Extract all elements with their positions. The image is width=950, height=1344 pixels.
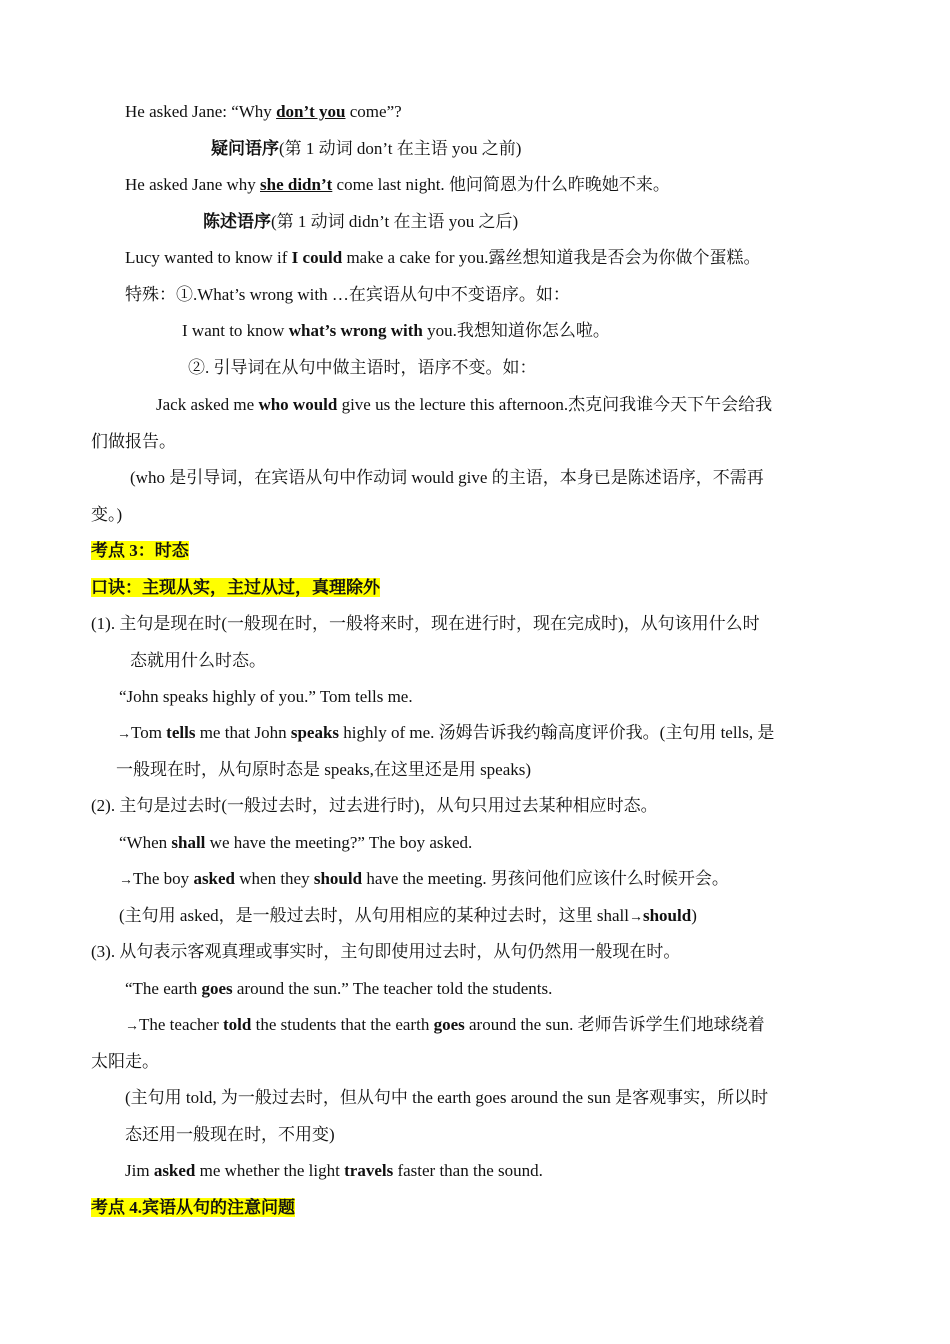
text-line: 太阳走。: [91, 1052, 159, 1071]
text: give us the lecture this afternoon.杰克问我谁今天下午会给我: [337, 395, 773, 414]
emphasis: asked: [193, 869, 236, 888]
text: highly of me. 汤姆告诉我约翰高度评价我。(主句用 tells, 是: [339, 723, 775, 742]
note-label: 陈述语序: [203, 212, 271, 231]
special-note: ②. 引导词在从句中做主语时，语序不变。如：: [188, 358, 537, 377]
text-line: (who 是引导词，在宾语从句中作动词 would give 的主语，本身已是陈述语序，不需再: [130, 468, 764, 487]
section-heading: [91, 540, 189, 562]
text: faster than the sound.: [393, 1161, 543, 1180]
text: have the meeting. 男孩问他们应该什么时候开会。: [362, 869, 729, 888]
text: come”?: [345, 102, 402, 121]
note-label: 疑问语序: [211, 139, 279, 158]
text: Jack asked me: [156, 395, 259, 414]
emphasis: she didn’t: [260, 175, 333, 194]
example-line: [125, 174, 670, 196]
text: you.我想知道你怎么啦。: [422, 321, 610, 340]
heading-text: 口诀：主现从实，主过从过，真理除外: [91, 578, 380, 597]
example-line: [125, 1014, 765, 1038]
section-heading: [91, 1197, 295, 1219]
text-line: 态还用一般现在时，不用变): [125, 1125, 335, 1144]
rule-line: (3). 从句表示客观真理或事实时，主句即使用过去时，从句仍然用一般现在时。: [91, 942, 681, 961]
emphasis: what’s wrong with: [288, 321, 423, 340]
emphasis: who would: [258, 395, 338, 414]
text: The teacher: [139, 1015, 223, 1034]
text-line: 一般现在时，从句原时态是 speaks,在这里还是用 speaks): [116, 760, 532, 779]
note-line: [203, 211, 518, 233]
text: we have the meeting?” The boy asked.: [205, 833, 473, 852]
special-note: 特殊：①.What’s wrong with …在宾语从句中不变语序。如：: [125, 285, 570, 304]
note-line: [211, 138, 521, 160]
text: me whether the light: [195, 1161, 345, 1180]
text: (第 1 动词 didn’t 在主语 you 之后): [271, 212, 519, 231]
text-line: 们做报告。: [91, 432, 176, 451]
text: ): [691, 906, 697, 925]
text: make a cake for you.露丝想知道我是否会为你做个蛋糕。: [342, 248, 761, 267]
heading-text: 考点 4.宾语从句的注意问题: [91, 1198, 295, 1217]
text-line: (主句用 told, 为一般过去时，但从句中 the earth goes around the sun 是客观事实，所以时: [125, 1088, 769, 1107]
text: “When: [119, 833, 172, 852]
example-line: [125, 978, 552, 1000]
text: Lucy wanted to know if: [125, 248, 292, 267]
example-line: [125, 247, 761, 269]
mnemonic-heading: [91, 577, 380, 599]
arrow-icon: →: [119, 873, 133, 888]
emphasis: goes: [433, 1015, 465, 1034]
example-line: [182, 320, 610, 342]
text: Tom: [131, 723, 167, 742]
emphasis: I could: [291, 248, 343, 267]
text: come last night. 他问简恩为什么昨晚她不来。: [332, 175, 670, 194]
emphasis: don’t you: [276, 102, 346, 121]
emphasis: tells: [166, 723, 196, 742]
text: around the sun. 老师告诉学生们地球绕着: [464, 1015, 765, 1034]
text: when they: [235, 869, 314, 888]
text-line: [119, 905, 697, 929]
text: He asked Jane: “Why: [125, 102, 277, 121]
text: around the sun.” The teacher told the students.: [232, 979, 553, 998]
arrow-icon: →: [117, 727, 131, 742]
text: (主句用 asked，是一般过去时，从句用相应的某种过去时，这里 shall: [119, 906, 629, 925]
emphasis: shall: [171, 833, 206, 852]
text: Jim: [125, 1161, 154, 1180]
text: “The earth: [125, 979, 202, 998]
rule-line: 态就用什么时态。: [130, 651, 266, 670]
emphasis: asked: [153, 1161, 196, 1180]
example-line: “John speaks highly of you.” Tom tells me.: [119, 687, 413, 706]
text: (第 1 动词 don’t 在主语 you 之前): [279, 139, 522, 158]
text: me that John: [195, 723, 291, 742]
example-line: [125, 101, 402, 123]
example-line: [117, 722, 774, 746]
arrow-icon: →: [628, 910, 643, 925]
text-line: 变。): [91, 505, 123, 524]
example-line: [119, 868, 729, 892]
example-line: [156, 394, 772, 416]
emphasis: goes: [201, 979, 233, 998]
heading-text: 考点 3：时态: [91, 541, 189, 560]
emphasis: should: [642, 906, 692, 925]
text: the students that the earth: [251, 1015, 434, 1034]
example-line: [119, 832, 472, 854]
rule-line: (1). 主句是现在时(一般现在时，一般将来时，现在进行时，现在完成时)，从句该用什么时: [91, 614, 760, 633]
arrow-icon: →: [125, 1019, 139, 1034]
text: I want to know: [182, 321, 289, 340]
emphasis: told: [223, 1015, 252, 1034]
emphasis: should: [313, 869, 363, 888]
example-line: [125, 1160, 543, 1182]
text: He asked Jane why: [125, 175, 261, 194]
emphasis: travels: [344, 1161, 394, 1180]
text: The boy: [133, 869, 194, 888]
emphasis: speaks: [290, 723, 340, 742]
rule-line: (2). 主句是过去时(一般过去时，过去进行时)，从句只用过去某种相应时态。: [91, 796, 658, 815]
